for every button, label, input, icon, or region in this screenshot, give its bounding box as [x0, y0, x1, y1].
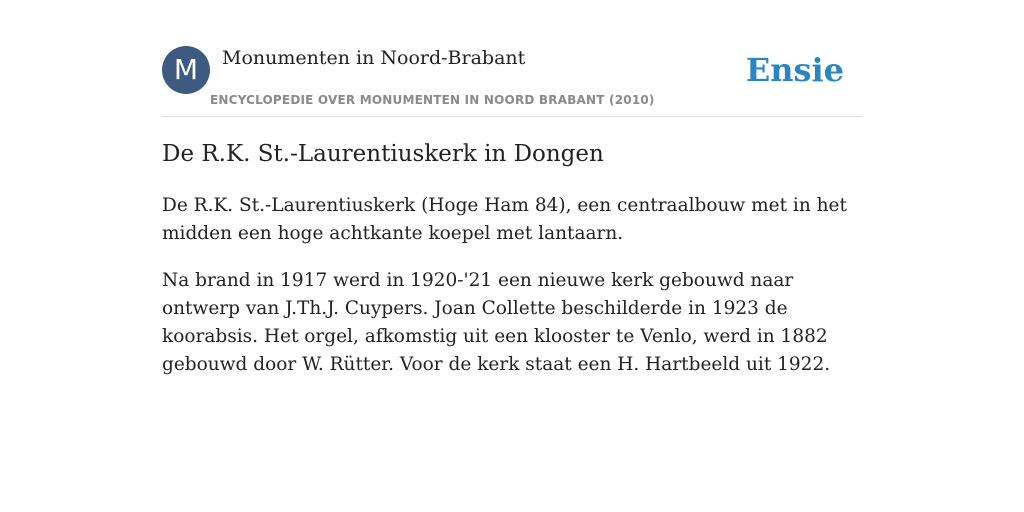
article-paragraph: De R.K. St.-Laurentiuskerk (Hoge Ham 84), een centraalbouw met in het midden een hoge achtkante koepel met lantaarn. — [162, 195, 847, 244]
ensie-logo[interactable]: Ensie — [745, 51, 844, 89]
source-subtitle: ENCYCLOPEDIE OVER MONUMENTEN IN NOORD BRABANT (2010) — [210, 93, 655, 107]
source-header — [162, 46, 862, 117]
article-title: De R.K. St.-Laurentiuskerk in Dongen — [162, 141, 604, 167]
article-body — [162, 192, 862, 398]
article-paragraph: Na brand in 1917 werd in 1920-'21 een nieuwe kerk gebouwd naar ontwerp van J.Th.J. Cuypers. Joan Collette beschilderde in 1923 de koorabsis. Het orgel, afkomstig uit een klooster te Venlo, werd in 1882 gebouwd door W. Rütter. Voor de kerk staat een H. Hartbeeld uit 1922. — [162, 270, 831, 375]
source-avatar[interactable]: M — [162, 46, 210, 94]
source-title-link[interactable]: Monumenten in Noord-Brabant — [222, 47, 526, 69]
